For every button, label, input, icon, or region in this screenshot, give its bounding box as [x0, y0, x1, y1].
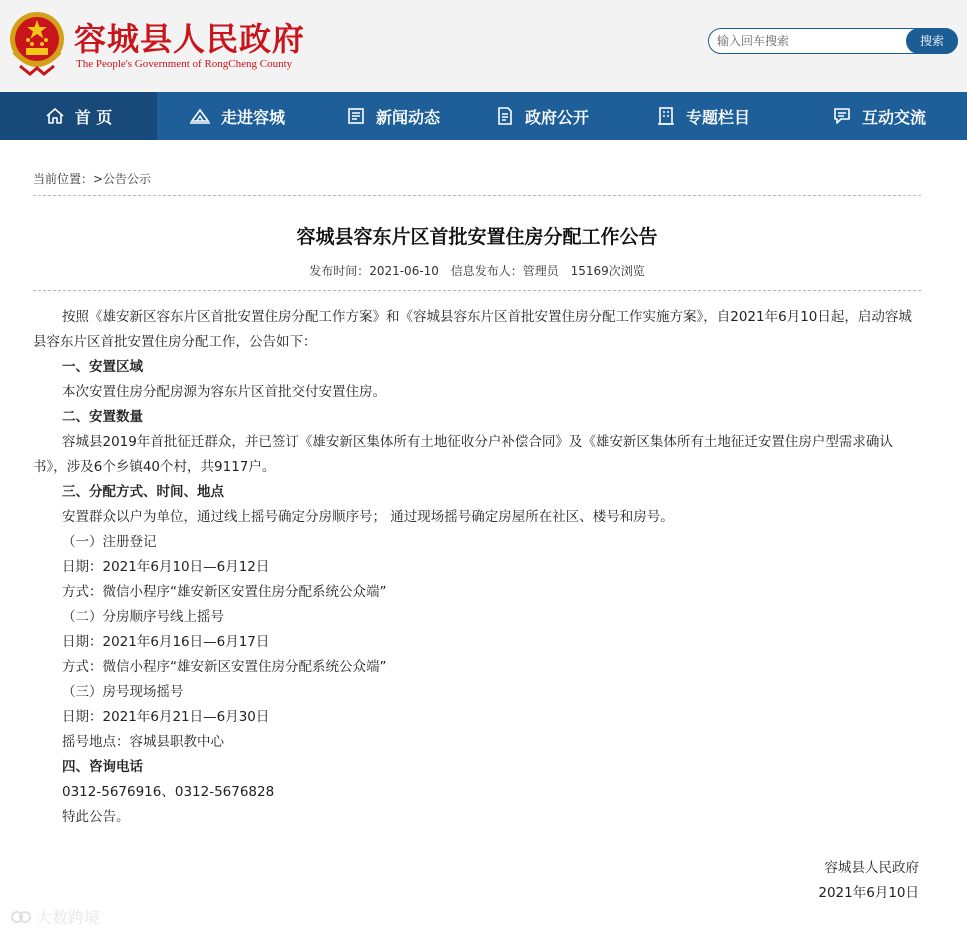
section-heading: 一、安置区域: [62, 359, 143, 375]
site-title: 容城县人民政府: [74, 20, 306, 58]
closing-text: 特此公告。: [62, 809, 130, 825]
breadcrumb-divider: [33, 195, 921, 196]
article-meta: [0, 262, 954, 279]
step-date: 日期：2021年6月16日—6月17日: [62, 634, 270, 650]
nav-item-interaction[interactable]: [791, 92, 967, 140]
search-input[interactable]: [717, 32, 903, 50]
publisher: 信息发布人：管理员: [450, 264, 559, 278]
signature-org: 容城县人民政府: [824, 860, 919, 876]
nav-item-topics[interactable]: [615, 92, 791, 140]
news-icon: [346, 107, 366, 125]
step-date: 日期：2021年6月21日—6月30日: [62, 709, 270, 725]
step-method: 方式：微信小程序“雄安新区安置住房分配系统公众端”: [62, 659, 387, 675]
section-text: 容城县2019年首批征迁群众，并已签订《雄安新区集体所有土地征收分户补偿合同》及《雄安新区集体所有土地征迁安置住房户型需求确认书》，涉及6个乡镇40个村，共9117户。: [33, 434, 893, 475]
article-title: 容城县容东片区首批安置住房分配工作公告: [296, 226, 658, 248]
step-title: （二）分房顺序号线上摇号: [62, 609, 224, 625]
phone-numbers: 0312-5676916、0312-5676828: [62, 784, 275, 800]
breadcrumb: 当前位置：>公告公示: [33, 172, 152, 186]
nav-item-label: 互动交流: [861, 107, 926, 127]
step-place: 摇号地点：容城县职教中心: [62, 734, 224, 750]
nav-item-label: 政府公开: [524, 107, 589, 127]
step-title: （一）注册登记: [62, 534, 157, 550]
section-text: 本次安置住房分配房源为容东片区首批交付安置住房。: [62, 384, 386, 400]
watermark-text: 大数跨境: [36, 908, 101, 927]
section-heading: 三、分配方式、时间、地点: [62, 484, 224, 500]
home-icon: [45, 107, 65, 125]
search-box: [708, 28, 958, 54]
step-title: （三）房号现场摇号: [62, 684, 184, 700]
nav-item-gov-open[interactable]: [469, 92, 615, 140]
view-count: 15169次浏览: [570, 264, 645, 278]
nav-item-label: 走进容城: [220, 107, 285, 127]
section-text: 安置群众以户为单位，通过线上摇号确定分房顺序号； 通过现场摇号确定房屋所在社区、楼号和房号。: [62, 509, 674, 525]
section-heading: 二、安置数量: [62, 409, 143, 425]
search-button[interactable]: 搜索: [906, 28, 958, 54]
document-icon: [495, 106, 515, 126]
nav-item-home[interactable]: [0, 92, 157, 140]
step-method: 方式：微信小程序“雄安新区安置住房分配系统公众端”: [62, 584, 387, 600]
step-date: 日期：2021年6月10日—6月12日: [62, 559, 270, 575]
site-subtitle: The People's Government of RongCheng County: [76, 58, 293, 70]
watermark-logo-icon: [10, 908, 32, 926]
nav-item-label: 专题栏目: [685, 107, 750, 127]
intro-paragraph: 按照《雄安新区容东片区首批安置住房分配工作方案》和《容城县容东片区首批安置住房分配工作实施方案》，自2021年6月10日起，启动容城县容东片区首批安置住房分配工作，公告如下：: [33, 309, 912, 350]
building-icon: [656, 106, 676, 126]
nav-item-label: 首 页: [74, 107, 113, 127]
signature: [818, 856, 919, 906]
nav-item-news[interactable]: [317, 92, 469, 140]
landmark-icon: [189, 107, 211, 125]
chat-icon: [832, 106, 852, 126]
nav-item-label: 新闻动态: [375, 107, 440, 127]
nav-item-about[interactable]: [157, 92, 317, 140]
signature-date: 2021年6月10日: [818, 885, 919, 901]
site-header: [0, 0, 967, 92]
section-heading: 四、咨询电话: [62, 759, 143, 775]
main-nav: [0, 92, 967, 140]
watermark: [10, 905, 100, 928]
national-emblem-icon: [6, 8, 68, 78]
publish-time: 发布时间：2021-06-10: [309, 264, 439, 278]
article-body: [33, 305, 921, 830]
meta-divider: [33, 290, 921, 291]
